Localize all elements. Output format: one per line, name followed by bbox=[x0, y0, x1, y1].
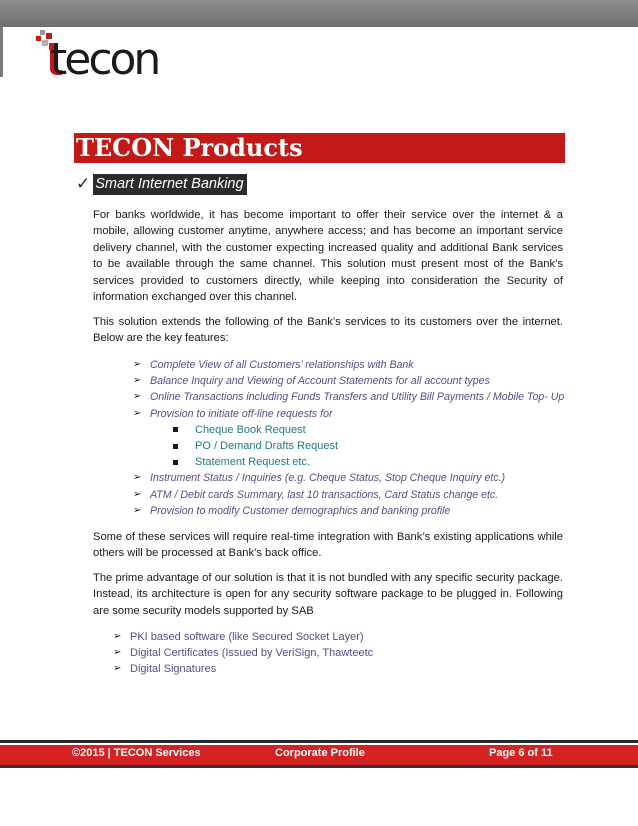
arrow-bullet-icon: ➢ bbox=[113, 631, 122, 642]
header-accent-line bbox=[0, 27, 3, 77]
logo-wordmark: tecon bbox=[50, 34, 159, 85]
arrow-bullet-icon: ➢ bbox=[133, 391, 142, 403]
page-title: TECON Products bbox=[76, 133, 303, 162]
list-item: ➢ Digital Signatures bbox=[113, 661, 513, 677]
tecon-logo bbox=[28, 30, 178, 85]
arrow-bullet-icon: ➢ bbox=[133, 375, 142, 387]
arrow-bullet-icon: ➢ bbox=[133, 359, 142, 370]
subtitle: Smart Internet Banking bbox=[93, 174, 246, 195]
arrow-bullet-icon: ➢ bbox=[133, 504, 142, 516]
footer-divider bbox=[0, 740, 638, 743]
arrow-bullet-icon: ➢ bbox=[133, 488, 142, 500]
footer bbox=[0, 745, 638, 768]
features-intro-paragraph: This solution extends the following of the Bank’s services to its customers over the internet. Below are the key features: bbox=[93, 316, 563, 345]
footer-profile: Corporate Profile bbox=[275, 747, 365, 759]
arrow-bullet-icon: ➢ bbox=[113, 647, 122, 659]
list-item: ➢ PKI based software (like Secured Socket Layer) bbox=[113, 629, 513, 645]
square-bullet-icon bbox=[173, 444, 178, 449]
arrow-bullet-icon: ➢ bbox=[133, 472, 142, 484]
square-bullet-icon bbox=[173, 460, 178, 465]
header-bar bbox=[0, 0, 638, 27]
security-model-list bbox=[113, 629, 513, 678]
list-item: ➢ Provision to initiate off-line requests for bbox=[133, 406, 573, 422]
list-item: ➢ ATM / Debit cards Summary, last 10 transactions, Card Status change etc. bbox=[133, 487, 573, 503]
security-paragraph: The prime advantage of our solution is that it is not bundled with any specific security package. Instead, its architecture is open for any security software package to be plugged in. Following are some security models supported by SAB bbox=[93, 572, 563, 617]
sub-list-item: Statement Request etc. bbox=[133, 454, 573, 470]
list-item: ➢ Complete View of all Customers’ relationships with Bank bbox=[133, 357, 573, 373]
list-item: ➢ Online Transactions including Funds Transfers and Utility Bill Payments / Mobile Top- Up bbox=[133, 389, 573, 405]
arrow-bullet-icon: ➢ bbox=[113, 663, 122, 675]
list-item: ➢ Instrument Status / Inquiries (e.g. Cheque Status, Stop Cheque Inquiry etc.) bbox=[133, 470, 573, 486]
footer-copyright: ©2015 | TECON Services bbox=[72, 747, 201, 759]
subtitle-row bbox=[76, 173, 247, 195]
integration-paragraph: Some of these services will require real-time integration with Bank’s existing applications while others will be processed at Bank’s back office. bbox=[93, 531, 563, 560]
sub-list-item: Cheque Book Request bbox=[133, 422, 573, 438]
checkmark-icon: ✓ bbox=[76, 174, 91, 193]
square-bullet-icon bbox=[173, 427, 178, 432]
feature-list bbox=[133, 357, 573, 519]
intro-paragraph: For banks worldwide, it has become important to offer their service over the internet & a mobile, allowing customer anytime, anywhere access; and has become an important service delivery channel, with the customer expecting increased quality and additional Bank services to be available through the same channel. This solution must present most of the Bank’s services provided to customers directly, while keeping into consideration the Security of information exchanged over this channel. bbox=[93, 209, 563, 304]
arrow-bullet-icon: ➢ bbox=[133, 407, 142, 419]
list-item: ➢ Digital Certificates (Issued by VeriSign, Thawteetc bbox=[113, 645, 513, 661]
list-item: ➢ Balance Inquiry and Viewing of Account Statements for all account types bbox=[133, 373, 573, 389]
footer-page-number: Page 6 of 11 bbox=[489, 747, 553, 759]
sub-list-item: PO / Demand Drafts Request bbox=[133, 438, 573, 454]
list-item: ➢ Provision to modify Customer demographics and banking profile bbox=[133, 503, 573, 519]
